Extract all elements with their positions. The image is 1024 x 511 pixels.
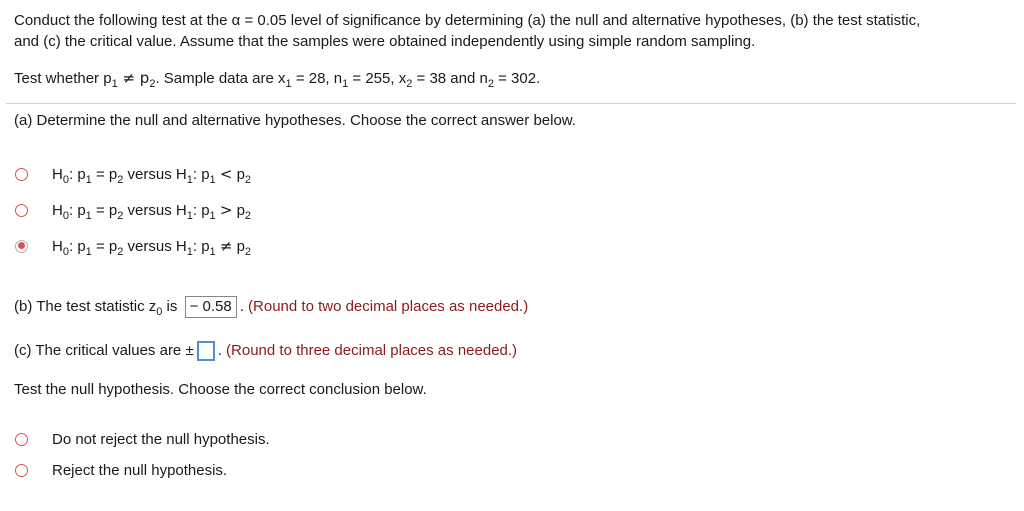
conclusion-option-reject[interactable] <box>15 459 227 481</box>
question-intro-line2: and (c) the critical value. Assume that the samples were obtained independently using simple random sampling. <box>14 33 756 50</box>
conclusion-option-label: Do not reject the null hypothesis. <box>52 430 270 448</box>
part-b-line: (b) The test statistic $z_0$ is − 0.58 . (Round to two decimal places as needed.) <box>14 298 529 318</box>
radio-button[interactable] <box>15 433 28 446</box>
part-b-hint: (Round to two decimal places as needed.) <box>248 298 529 315</box>
part-a-prompt: (a) Determine the null and alternative hypotheses. Choose the correct answer below. <box>14 112 576 129</box>
hypothesis-option-label: $H_0$: $p_1 = p_2$ versus $H_1$: $p_1 > p_2$ <box>52 201 252 222</box>
hypothesis-option-2[interactable] <box>15 199 251 221</box>
conclusion-prompt: Test the null hypothesis. Choose the correct conclusion below. <box>14 381 427 398</box>
test-statement: Test whether $p_1 \ne p_2$. Sample data are $x_1 = 28$, $n_1 = 255$, $x_2 = 38$ and $n_2 = 302$. <box>14 69 541 90</box>
section-divider <box>6 103 1016 104</box>
conclusion-option-label: Reject the null hypothesis. <box>52 461 228 479</box>
question-intro-line1: Conduct the following test at the α = 0.05 level of significance by determining (a) the null and alternative hypotheses, (b) the test statistic, <box>14 12 921 29</box>
hypothesis-option-1[interactable] <box>15 163 251 185</box>
hypothesis-option-label: $H_0$: $p_1 = p_2$ versus $H_1$: $p_1 < p_2$ <box>52 165 252 186</box>
radio-button[interactable] <box>15 464 28 477</box>
part-c-hint: (Round to three decimal places as needed.) <box>226 342 518 359</box>
hypothesis-option-label: $H_0$: $p_1 = p_2$ versus $H_1$: $p_1 \ne p_2$ <box>52 237 252 258</box>
hypothesis-option-3[interactable] <box>15 235 251 257</box>
radio-button[interactable] <box>15 240 28 253</box>
critical-value-input[interactable] <box>197 341 215 361</box>
radio-button[interactable] <box>15 204 28 217</box>
radio-button[interactable] <box>15 168 28 181</box>
test-statistic-answer-box[interactable]: − 0.58 <box>185 296 237 318</box>
conclusion-option-do-not-reject[interactable] <box>15 428 270 450</box>
part-c-line: (c) The critical values are ± . (Round to three decimal places as needed.) <box>14 342 518 359</box>
